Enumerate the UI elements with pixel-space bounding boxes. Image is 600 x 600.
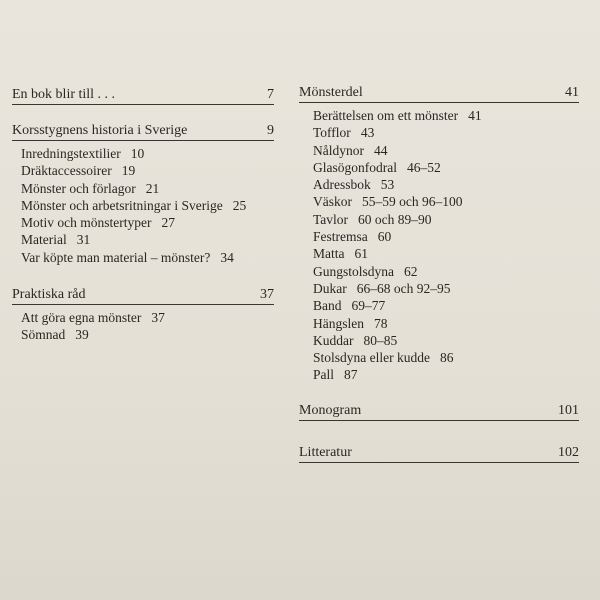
toc-item-page: 87 bbox=[344, 367, 358, 383]
toc-item bbox=[21, 145, 274, 162]
toc-item-page: 10 bbox=[130, 146, 145, 161]
toc-item-page: 61 bbox=[354, 246, 368, 262]
toc-item-label: Tofflor bbox=[313, 125, 351, 141]
toc-section-monogram bbox=[299, 402, 579, 421]
toc-item-label: Väskor bbox=[313, 194, 352, 210]
toc-item-label: Dukar bbox=[313, 280, 347, 296]
toc-item-label: Stolsdyna eller kudde bbox=[313, 350, 430, 366]
toc-item-label: Nåldynor bbox=[313, 142, 364, 158]
toc-item-page: 31 bbox=[76, 232, 91, 248]
toc-item-page: 60 och 89–90 bbox=[358, 211, 432, 227]
toc-section-heading bbox=[299, 402, 579, 421]
toc-item-label: Berättelsen om ett mönster bbox=[313, 108, 459, 123]
toc-section-page: 41 bbox=[565, 85, 579, 100]
toc-item-label: Festremsa bbox=[313, 229, 368, 245]
toc-section-title: Monogram bbox=[299, 403, 362, 418]
toc-item bbox=[313, 124, 579, 141]
toc-item bbox=[313, 211, 579, 228]
toc-section-litteratur bbox=[299, 444, 579, 463]
toc-item-page: 41 bbox=[468, 108, 482, 123]
toc-item-label: Dräktaccessoirer bbox=[21, 163, 112, 179]
toc-item-label: Att göra egna mönster bbox=[21, 310, 142, 325]
toc-item-page: 46–52 bbox=[406, 159, 441, 175]
toc-item-label: Var köpte man material – mönster? bbox=[21, 249, 211, 265]
toc-section-page: 37 bbox=[260, 287, 274, 302]
toc-item-label: Motiv och mönstertyper bbox=[21, 215, 152, 231]
toc-item-page: 62 bbox=[404, 263, 418, 279]
toc-section-title: Korsstygnens historia i Sverige bbox=[12, 123, 188, 138]
toc-section-title: Mönsterdel bbox=[299, 85, 363, 100]
toc-item-label: Glasögonfodral bbox=[313, 159, 397, 175]
toc-item-label: Material bbox=[21, 232, 67, 248]
toc-item-list bbox=[12, 309, 274, 344]
toc-item-page: 37 bbox=[151, 310, 165, 325]
toc-item-page: 25 bbox=[232, 197, 247, 213]
toc-item-page: 43 bbox=[360, 125, 375, 141]
toc-item bbox=[313, 193, 579, 210]
toc-item-label: Band bbox=[313, 298, 342, 314]
toc-item-page: 69–77 bbox=[351, 298, 386, 314]
toc-item-page: 66–68 och 92–95 bbox=[356, 280, 451, 296]
toc-section-page: 7 bbox=[267, 87, 274, 102]
toc-item-page: 21 bbox=[145, 180, 160, 196]
toc-item-page: 78 bbox=[374, 315, 388, 331]
toc-item-label: Mönster och arbetsritningar i Sverige bbox=[21, 197, 223, 213]
toc-section-heading bbox=[12, 86, 274, 105]
toc-item-label: Inredningstextilier bbox=[21, 146, 121, 161]
toc-item-label: Adressbok bbox=[313, 177, 371, 193]
toc-item-label: Sömnad bbox=[21, 327, 66, 343]
toc-item-list bbox=[299, 107, 579, 384]
toc-item bbox=[313, 159, 579, 176]
toc-section-en-bok bbox=[12, 86, 274, 105]
toc-section-heading bbox=[299, 444, 579, 463]
toc-section-page: 9 bbox=[267, 123, 274, 138]
toc-item-label: Mönster och förlagor bbox=[21, 180, 136, 196]
toc-section-heading bbox=[299, 84, 579, 103]
toc-item bbox=[313, 245, 579, 262]
toc-item-page: 80–85 bbox=[363, 332, 398, 348]
toc-item-label: Kuddar bbox=[313, 332, 354, 348]
toc-item-page: 44 bbox=[374, 142, 388, 158]
toc-section-title: Litteratur bbox=[299, 445, 352, 460]
toc-item-label: Pall bbox=[313, 367, 335, 383]
toc-section-title: Praktiska råd bbox=[12, 287, 86, 302]
toc-item bbox=[313, 332, 579, 349]
toc-item bbox=[313, 297, 579, 314]
toc-item-list bbox=[12, 145, 274, 266]
toc-item bbox=[313, 263, 579, 280]
toc-section-monsterdel bbox=[299, 84, 579, 384]
toc-item-page: 39 bbox=[75, 327, 89, 343]
toc-section-praktiska-rad bbox=[12, 286, 274, 344]
toc-item-page: 34 bbox=[220, 249, 234, 265]
toc-item-page: 60 bbox=[377, 229, 392, 245]
toc-section-heading bbox=[12, 286, 274, 305]
toc-item bbox=[21, 214, 274, 231]
toc-item-page: 55–59 och 96–100 bbox=[362, 194, 463, 210]
toc-item-page: 53 bbox=[380, 177, 395, 193]
toc-item bbox=[313, 142, 579, 159]
toc-item-label: Tavlor bbox=[313, 211, 349, 227]
toc-item bbox=[313, 366, 579, 383]
toc-item bbox=[21, 197, 274, 214]
toc-item bbox=[313, 349, 579, 366]
toc-section-korsstygnens-historia bbox=[12, 122, 274, 266]
toc-section-title: En bok blir till . . . bbox=[12, 87, 116, 102]
toc-item-label: Hängslen bbox=[313, 315, 364, 331]
toc-item bbox=[313, 176, 579, 193]
toc-section-page: 102 bbox=[558, 445, 579, 460]
toc-item bbox=[21, 249, 274, 266]
toc-item-page: 27 bbox=[161, 215, 175, 231]
toc-item bbox=[313, 315, 579, 332]
toc-section-page: 101 bbox=[558, 403, 579, 418]
toc-item bbox=[313, 107, 579, 124]
toc-item bbox=[313, 228, 579, 245]
toc-item-label: Gungstolsdyna bbox=[313, 263, 394, 279]
toc-item bbox=[313, 280, 579, 297]
toc-item bbox=[21, 180, 274, 197]
toc-item bbox=[21, 309, 274, 326]
toc-item bbox=[21, 231, 274, 248]
toc-item bbox=[21, 326, 274, 343]
toc-item-page: 19 bbox=[121, 163, 136, 179]
toc-item-page: 86 bbox=[439, 350, 454, 366]
toc-section-heading bbox=[12, 122, 274, 141]
toc-item-label: Matta bbox=[313, 246, 345, 262]
toc-item bbox=[21, 162, 274, 179]
